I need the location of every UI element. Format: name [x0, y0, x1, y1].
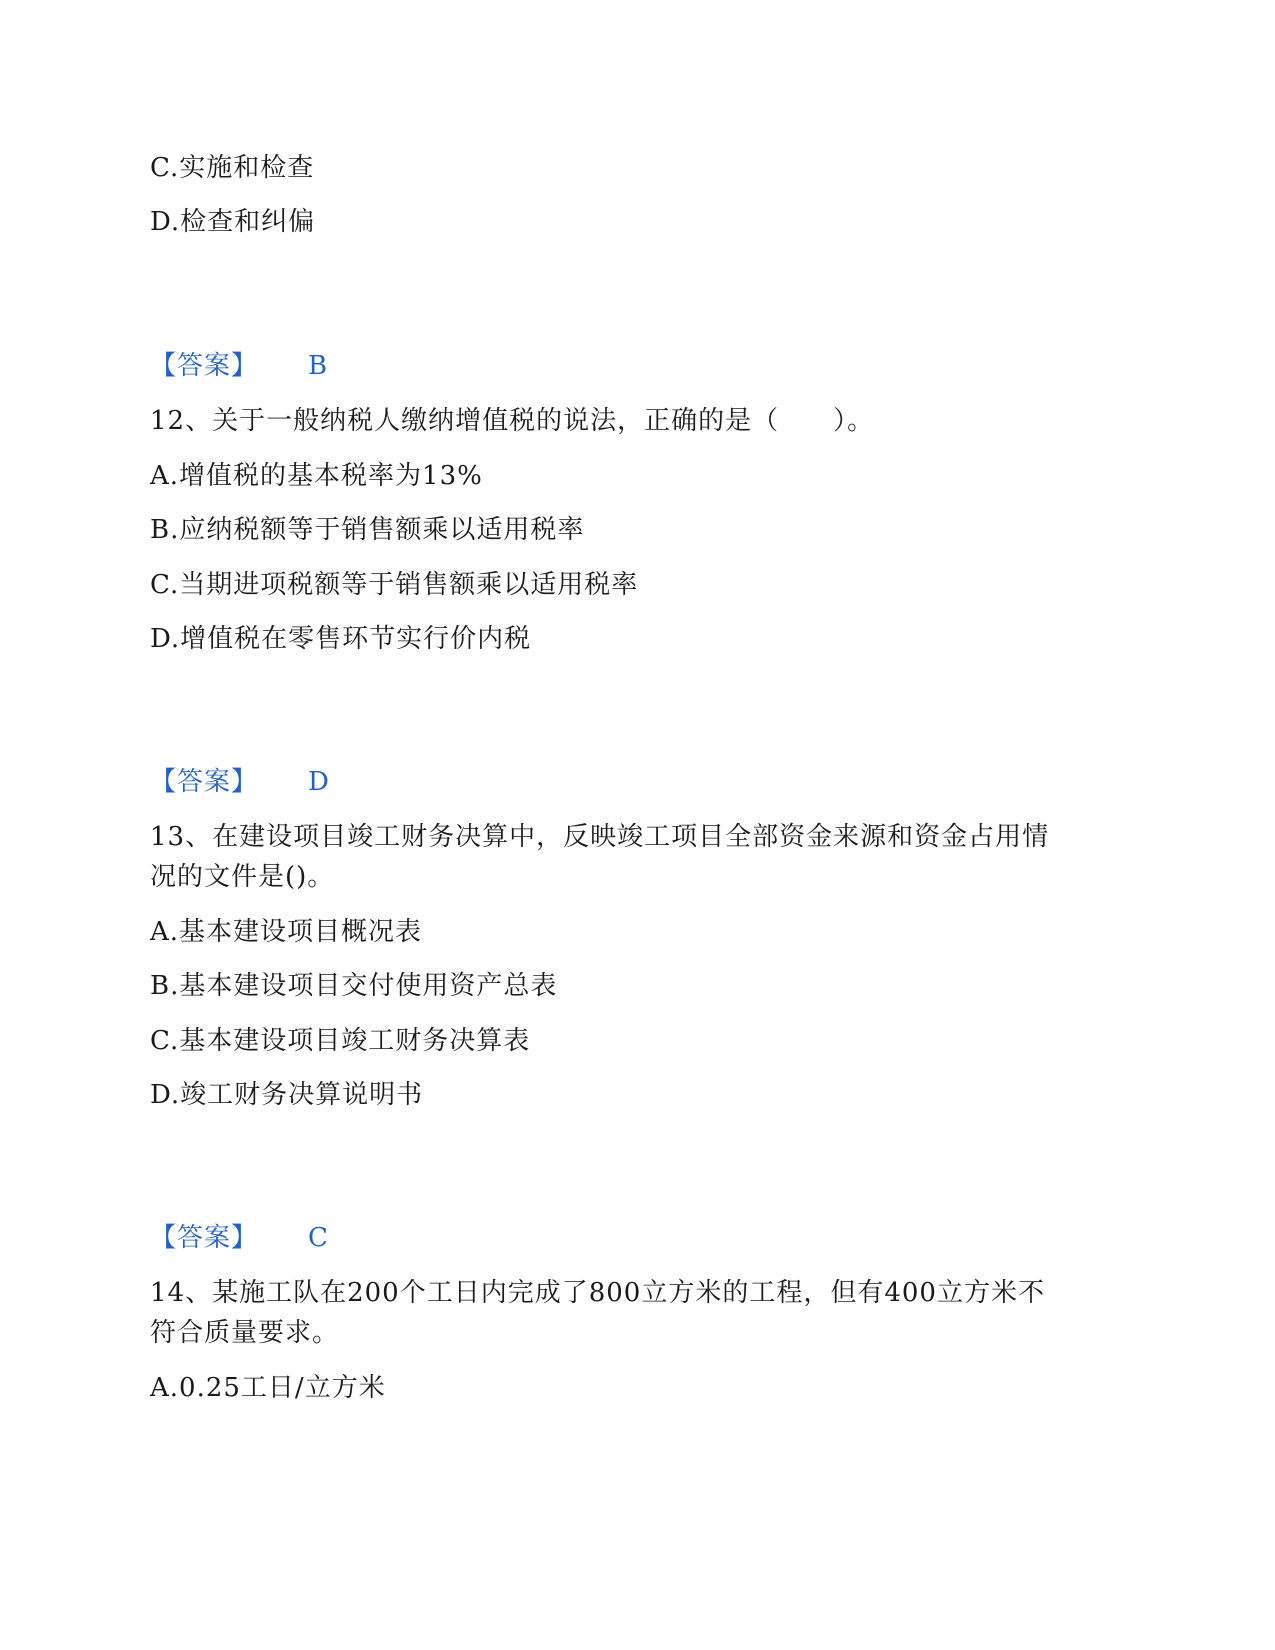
answer-label: 【答案】 [150, 1223, 259, 1253]
question-13-option-b: B.基本建设项目交付使用资产总表 [150, 971, 558, 1001]
answer-label: 【答案】 [150, 351, 259, 381]
question-12-option-c: C.当期进项税额等于销售额乘以适用税率 [150, 570, 639, 600]
option-c: C.实施和检查 [150, 153, 315, 183]
question-13-option-c: C.基本建设项目竣工财务决算表 [150, 1026, 531, 1056]
answer-value: B [308, 351, 329, 381]
question-13-option-d: D.竣工财务决算说明书 [150, 1080, 424, 1110]
question-13-stem-line2: 况的文件是()。 [150, 862, 335, 892]
question-12-option-b: B.应纳税额等于销售额乘以适用税率 [150, 515, 585, 545]
answer-value: D [308, 767, 330, 797]
question-13-option-a: A.基本建设项目概况表 [150, 917, 423, 947]
option-d: D.检查和纠偏 [150, 207, 316, 237]
question-12-option-d: D.增值税在零售环节实行价内税 [150, 624, 532, 654]
question-12-stem: 12、关于一般纳税人缴纳增值税的说法，正确的是（ ）。 [150, 406, 875, 436]
question-13-stem-line1: 13、在建设项目竣工财务决算中，反映竣工项目全部资金来源和资金占用情 [150, 822, 1050, 852]
question-12-option-a: A.增值税的基本税率为13% [150, 461, 483, 491]
question-14-stem-line1: 14、某施工队在200个工日内完成了800立方米的工程，但有400立方米不 [150, 1278, 1045, 1308]
question-14-option-a: A.0.25工日/立方米 [150, 1373, 386, 1403]
question-14-stem-line2: 符合质量要求。 [150, 1318, 340, 1348]
answer-row [150, 1218, 329, 1258]
answer-label: 【答案】 [150, 767, 259, 797]
answer-row [150, 346, 328, 386]
answer-value: C [308, 1223, 329, 1253]
answer-row [150, 762, 330, 802]
